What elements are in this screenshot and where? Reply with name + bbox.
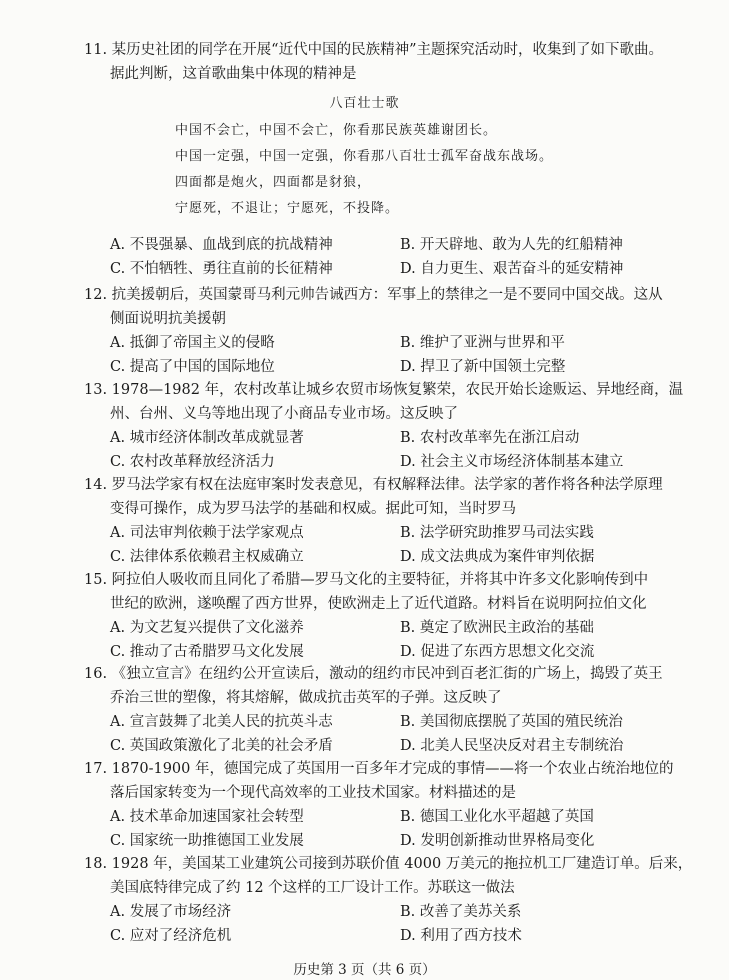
- question-stem: [84, 568, 714, 616]
- question-stem: [84, 757, 714, 805]
- option-d[interactable]: D. 北美人民坚决反对君主专制统治: [400, 738, 624, 754]
- song-line: 中国一定强，中国一定强，你看那八百壮士孤军奋战东战场。: [175, 149, 554, 164]
- song-line: 四面都是炮火，四面都是豺狼，: [175, 175, 372, 190]
- question-stem: [84, 378, 714, 426]
- stem-line-2: 侧面说明抗美援朝: [110, 311, 226, 327]
- option-a[interactable]: A. 抵御了帝国主义的侵略: [110, 335, 275, 351]
- option-d[interactable]: D. 自力更生、艰苦奋斗的延安精神: [400, 261, 624, 277]
- question-number: 14.: [84, 477, 108, 493]
- question-number: 18.: [84, 856, 108, 872]
- option-b[interactable]: B. 开天辟地、敢为人先的红船精神: [400, 237, 623, 253]
- option-b[interactable]: B. 法学研究助推罗马司法实践: [400, 525, 594, 541]
- option-d[interactable]: D. 成文法典成为案件审判依据: [400, 549, 595, 565]
- question-number: 13.: [84, 382, 108, 398]
- stem-line-2: 世纪的欧洲，遂唤醒了西方世界，使欧洲走上了近代道路。材料旨在说明阿拉伯文化: [110, 596, 647, 612]
- option-a[interactable]: A. 城市经济体制改革成就显著: [110, 430, 304, 446]
- stem-line-1: 某历史社团的同学在开展“近代中国的民族精神”主题探究活动时，收集到了如下歌曲。: [111, 42, 663, 58]
- stem-line-2: 美国底特律完成了约 12 个这样的工厂设计工作。苏联这一做法: [110, 880, 515, 896]
- option-a[interactable]: A. 技术革命加速国家社会转型: [110, 809, 304, 825]
- question-number: 15.: [84, 572, 108, 588]
- stem-line-1: 罗马法学家有权在法庭审案时发表意见，有权解释法律。法学家的著作将各种法学原理: [111, 477, 663, 493]
- option-a[interactable]: A. 发展了市场经济: [110, 904, 232, 920]
- question-number: 16.: [84, 666, 108, 682]
- question-number: 17.: [84, 761, 108, 777]
- option-b[interactable]: B. 维护了亚洲与世界和平: [400, 335, 565, 351]
- question-stem: [84, 852, 714, 900]
- option-d[interactable]: D. 捍卫了新中国领土完整: [400, 359, 566, 375]
- question-11: [84, 38, 714, 86]
- option-b[interactable]: B. 奠定了欧洲民主政治的基础: [400, 620, 594, 636]
- option-b[interactable]: B. 农村改革率先在浙江启动: [400, 430, 580, 446]
- option-a[interactable]: A. 不畏强暴、血战到底的抗战精神: [110, 237, 333, 253]
- stem-line-1: 阿拉伯人吸收而且同化了希腊—罗马文化的主要特征，并将其中许多文化影响传到中: [111, 572, 649, 588]
- question-number: 11.: [84, 42, 108, 58]
- song-lyrics: [175, 118, 553, 222]
- option-a[interactable]: A. 宣言鼓舞了北美人民的抗英斗志: [110, 714, 333, 730]
- stem-line-2: 据此判断，这首歌曲集中体现的精神是: [110, 66, 357, 82]
- option-c[interactable]: C. 不怕牺牲、勇往直前的长征精神: [110, 261, 333, 277]
- stem-line-1: 1928 年，美国某工业建筑公司接到苏联价值 4000 万美元的拖拉机工厂建造订单。后来，: [111, 856, 693, 872]
- stem-line-1: 《独立宣言》在纽约公开宣读后，激动的纽约市民冲到百老汇街的广场上，捣毁了英王: [111, 666, 663, 682]
- stem-line-1: 1870-1900 年，德国完成了英国用一百多年才完成的事情——将一个农业占统治地位的: [111, 761, 674, 777]
- question-11-options: [84, 233, 714, 281]
- option-b[interactable]: B. 德国工业化水平超越了英国: [400, 809, 594, 825]
- option-c[interactable]: C. 提高了中国的国际地位: [110, 359, 275, 375]
- question-stem: [84, 473, 714, 521]
- stem-line-2: 州、台州、义乌等地出现了小商品专业市场。这反映了: [110, 406, 458, 422]
- song-line: 宁愿死，不退让；宁愿死，不投降。: [175, 201, 400, 216]
- song-line: 中国不会亡，中国不会亡，你看那民族英雄谢团长。: [175, 123, 498, 138]
- question-13: [84, 378, 714, 474]
- option-d[interactable]: D. 利用了西方技术: [400, 928, 522, 944]
- option-b[interactable]: B. 改善了美苏关系: [400, 904, 522, 920]
- stem-line-2: 落后国家转变为一个现代高效率的工业技术国家。材料描述的是: [110, 785, 516, 801]
- question-12: [84, 283, 714, 379]
- option-c[interactable]: C. 国家统一助推德国工业发展: [110, 833, 304, 849]
- question-14: [84, 473, 714, 569]
- option-c[interactable]: C. 英国政策激化了北美的社会矛盾: [110, 738, 333, 754]
- question-stem: [84, 38, 714, 86]
- option-c[interactable]: C. 推动了古希腊罗马文化发展: [110, 644, 304, 660]
- option-a[interactable]: A. 为文艺复兴提供了文化滋养: [110, 620, 304, 636]
- question-18: [84, 852, 714, 948]
- stem-line-1: 1978—1982 年，农村改革让城乡农贸市场恢复繁荣，农民开始长途贩运、异地经商，温: [111, 382, 684, 398]
- option-d[interactable]: D. 发明创新推动世界格局变化: [400, 833, 595, 849]
- stem-line-2: 变得可操作，成为罗马法学的基础和权威。据此可知，当时罗马: [110, 501, 516, 517]
- option-c[interactable]: C. 农村改革释放经济活力: [110, 454, 275, 470]
- stem-line-1: 抗美援朝后，英国蒙哥马利元帅告诫西方：军事上的禁律之一是不要同中国交战。这从: [111, 287, 663, 303]
- option-d[interactable]: D. 社会主义市场经济体制基本建立: [400, 454, 624, 470]
- question-15: [84, 568, 714, 664]
- page-footer: 历史第 3 页（共 6 页）: [293, 962, 436, 978]
- question-stem: [84, 283, 714, 331]
- option-b[interactable]: B. 美国彻底摆脱了英国的殖民统治: [400, 714, 623, 730]
- question-stem: [84, 662, 714, 710]
- question-16: [84, 662, 714, 758]
- option-c[interactable]: C. 法律体系依赖君主权威确立: [110, 549, 304, 565]
- option-c[interactable]: C. 应对了经济危机: [110, 928, 232, 944]
- stem-line-2: 乔治三世的塑像，将其熔解，做成抗击英军的子弹。这反映了: [110, 690, 502, 706]
- option-a[interactable]: A. 司法审判依赖于法学家观点: [110, 525, 304, 541]
- option-d[interactable]: D. 促进了东西方思想文化交流: [400, 644, 595, 660]
- question-number: 12.: [84, 287, 108, 303]
- song-title: 八百壮士歌: [329, 96, 400, 111]
- question-17: [84, 757, 714, 853]
